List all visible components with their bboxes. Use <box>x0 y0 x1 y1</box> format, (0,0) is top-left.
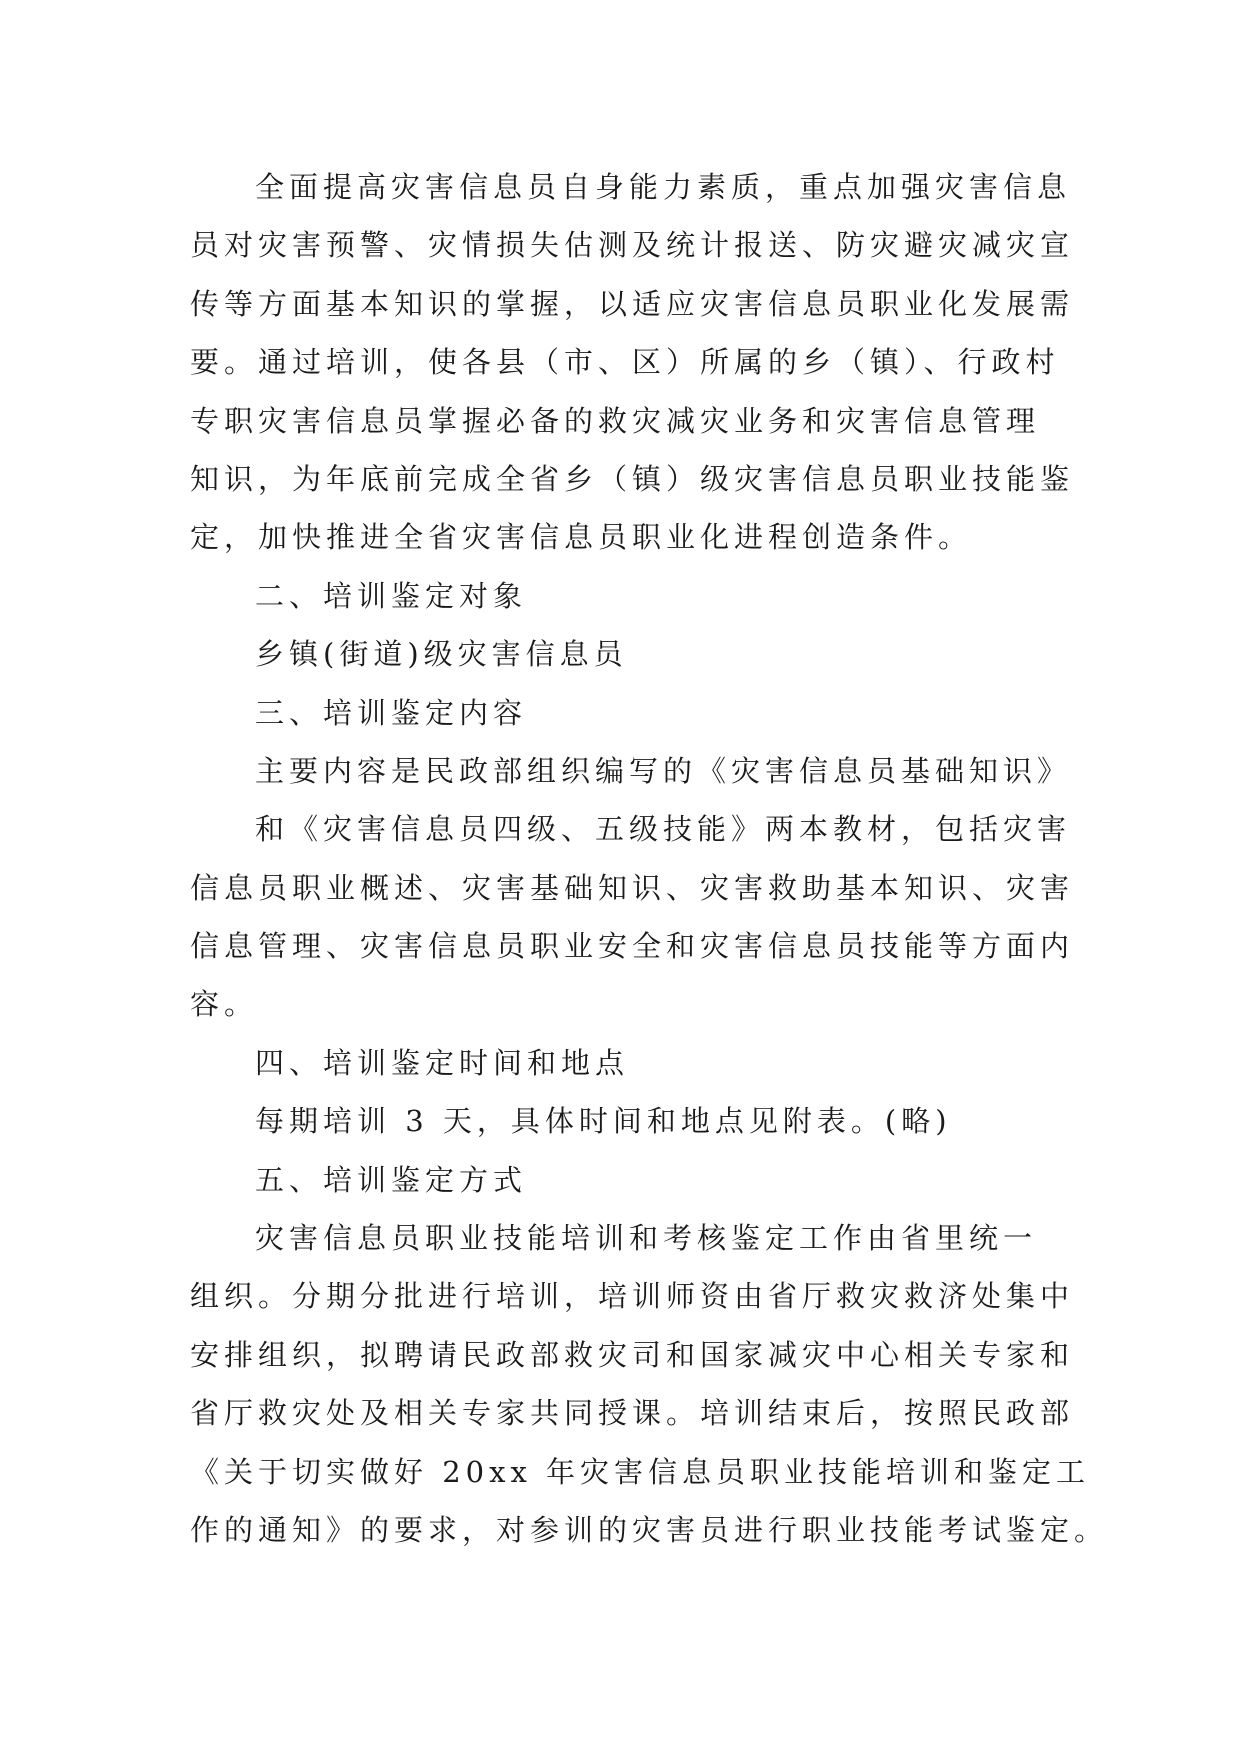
paragraph-line: 员对灾害预警、灾情损失估测及统计报送、防灾避灾减灾宣 <box>190 228 1075 263</box>
paragraph-line: 知识，为年底前完成全省乡（镇）级灾害信息员职业技能鉴 <box>190 461 1075 496</box>
paragraph-line: 传等方面基本知识的掌握，以适应灾害信息员职业化发展需 <box>190 286 1075 321</box>
paragraph-line: 容。 <box>190 987 259 1022</box>
paragraph-line: 信息员职业概述、灾害基础知识、灾害救助基本知识、灾害 <box>190 870 1075 905</box>
paragraph-line: 作的通知》的要求，对参训的灾害员进行职业技能考试鉴定。 <box>190 1512 1109 1547</box>
paragraph-line: 省厅救灾处及相关专家共同授课。培训结束后，按照民政部 <box>190 1396 1075 1431</box>
paragraph-line: 灾害信息员职业技能培训和考核鉴定工作由省里统一 <box>255 1221 1038 1256</box>
paragraph-line: 要。通过培训，使各县（市、区）所属的乡（镇）、行政村 <box>190 345 1060 380</box>
section-heading: 二、培训鉴定对象 <box>255 578 528 613</box>
paragraph-line: 信息管理、灾害信息员职业安全和灾害信息员技能等方面内 <box>190 929 1075 964</box>
section-heading: 三、培训鉴定内容 <box>255 695 528 730</box>
paragraph-line: 《关于切实做好 20xx 年灾害信息员职业技能培训和鉴定工 <box>190 1454 1091 1489</box>
paragraph-line: 定，加快推进全省灾害信息员职业化进程创造条件。 <box>190 520 973 555</box>
section-heading: 五、培训鉴定方式 <box>255 1162 528 1197</box>
paragraph-line: 每期培训 3 天，具体时间和地点见附表。(略) <box>255 1104 952 1139</box>
paragraph-line: 组织。分期分批进行培训，培训师资由省厅救灾救济处集中 <box>190 1279 1075 1314</box>
section-heading: 四、培训鉴定时间和地点 <box>255 1045 630 1080</box>
paragraph-line: 安排组织，拟聘请民政部救灾司和国家减灾中心相关专家和 <box>190 1337 1075 1372</box>
paragraph-line: 专职灾害信息员掌握必备的救灾减灾业务和灾害信息管理 <box>190 403 1041 438</box>
paragraph-line: 主要内容是民政部组织编写的《灾害信息员基础知识》 <box>255 753 1072 788</box>
document-body <box>190 158 1109 1559</box>
paragraph-line: 全面提高灾害信息员自身能力素质，重点加强灾害信息 <box>255 170 1072 204</box>
paragraph-line: 和《灾害信息员四级、五级技能》两本教材，包括灾害 <box>255 812 1072 847</box>
paragraph-line: 乡镇(街道)级灾害信息员 <box>255 637 628 672</box>
